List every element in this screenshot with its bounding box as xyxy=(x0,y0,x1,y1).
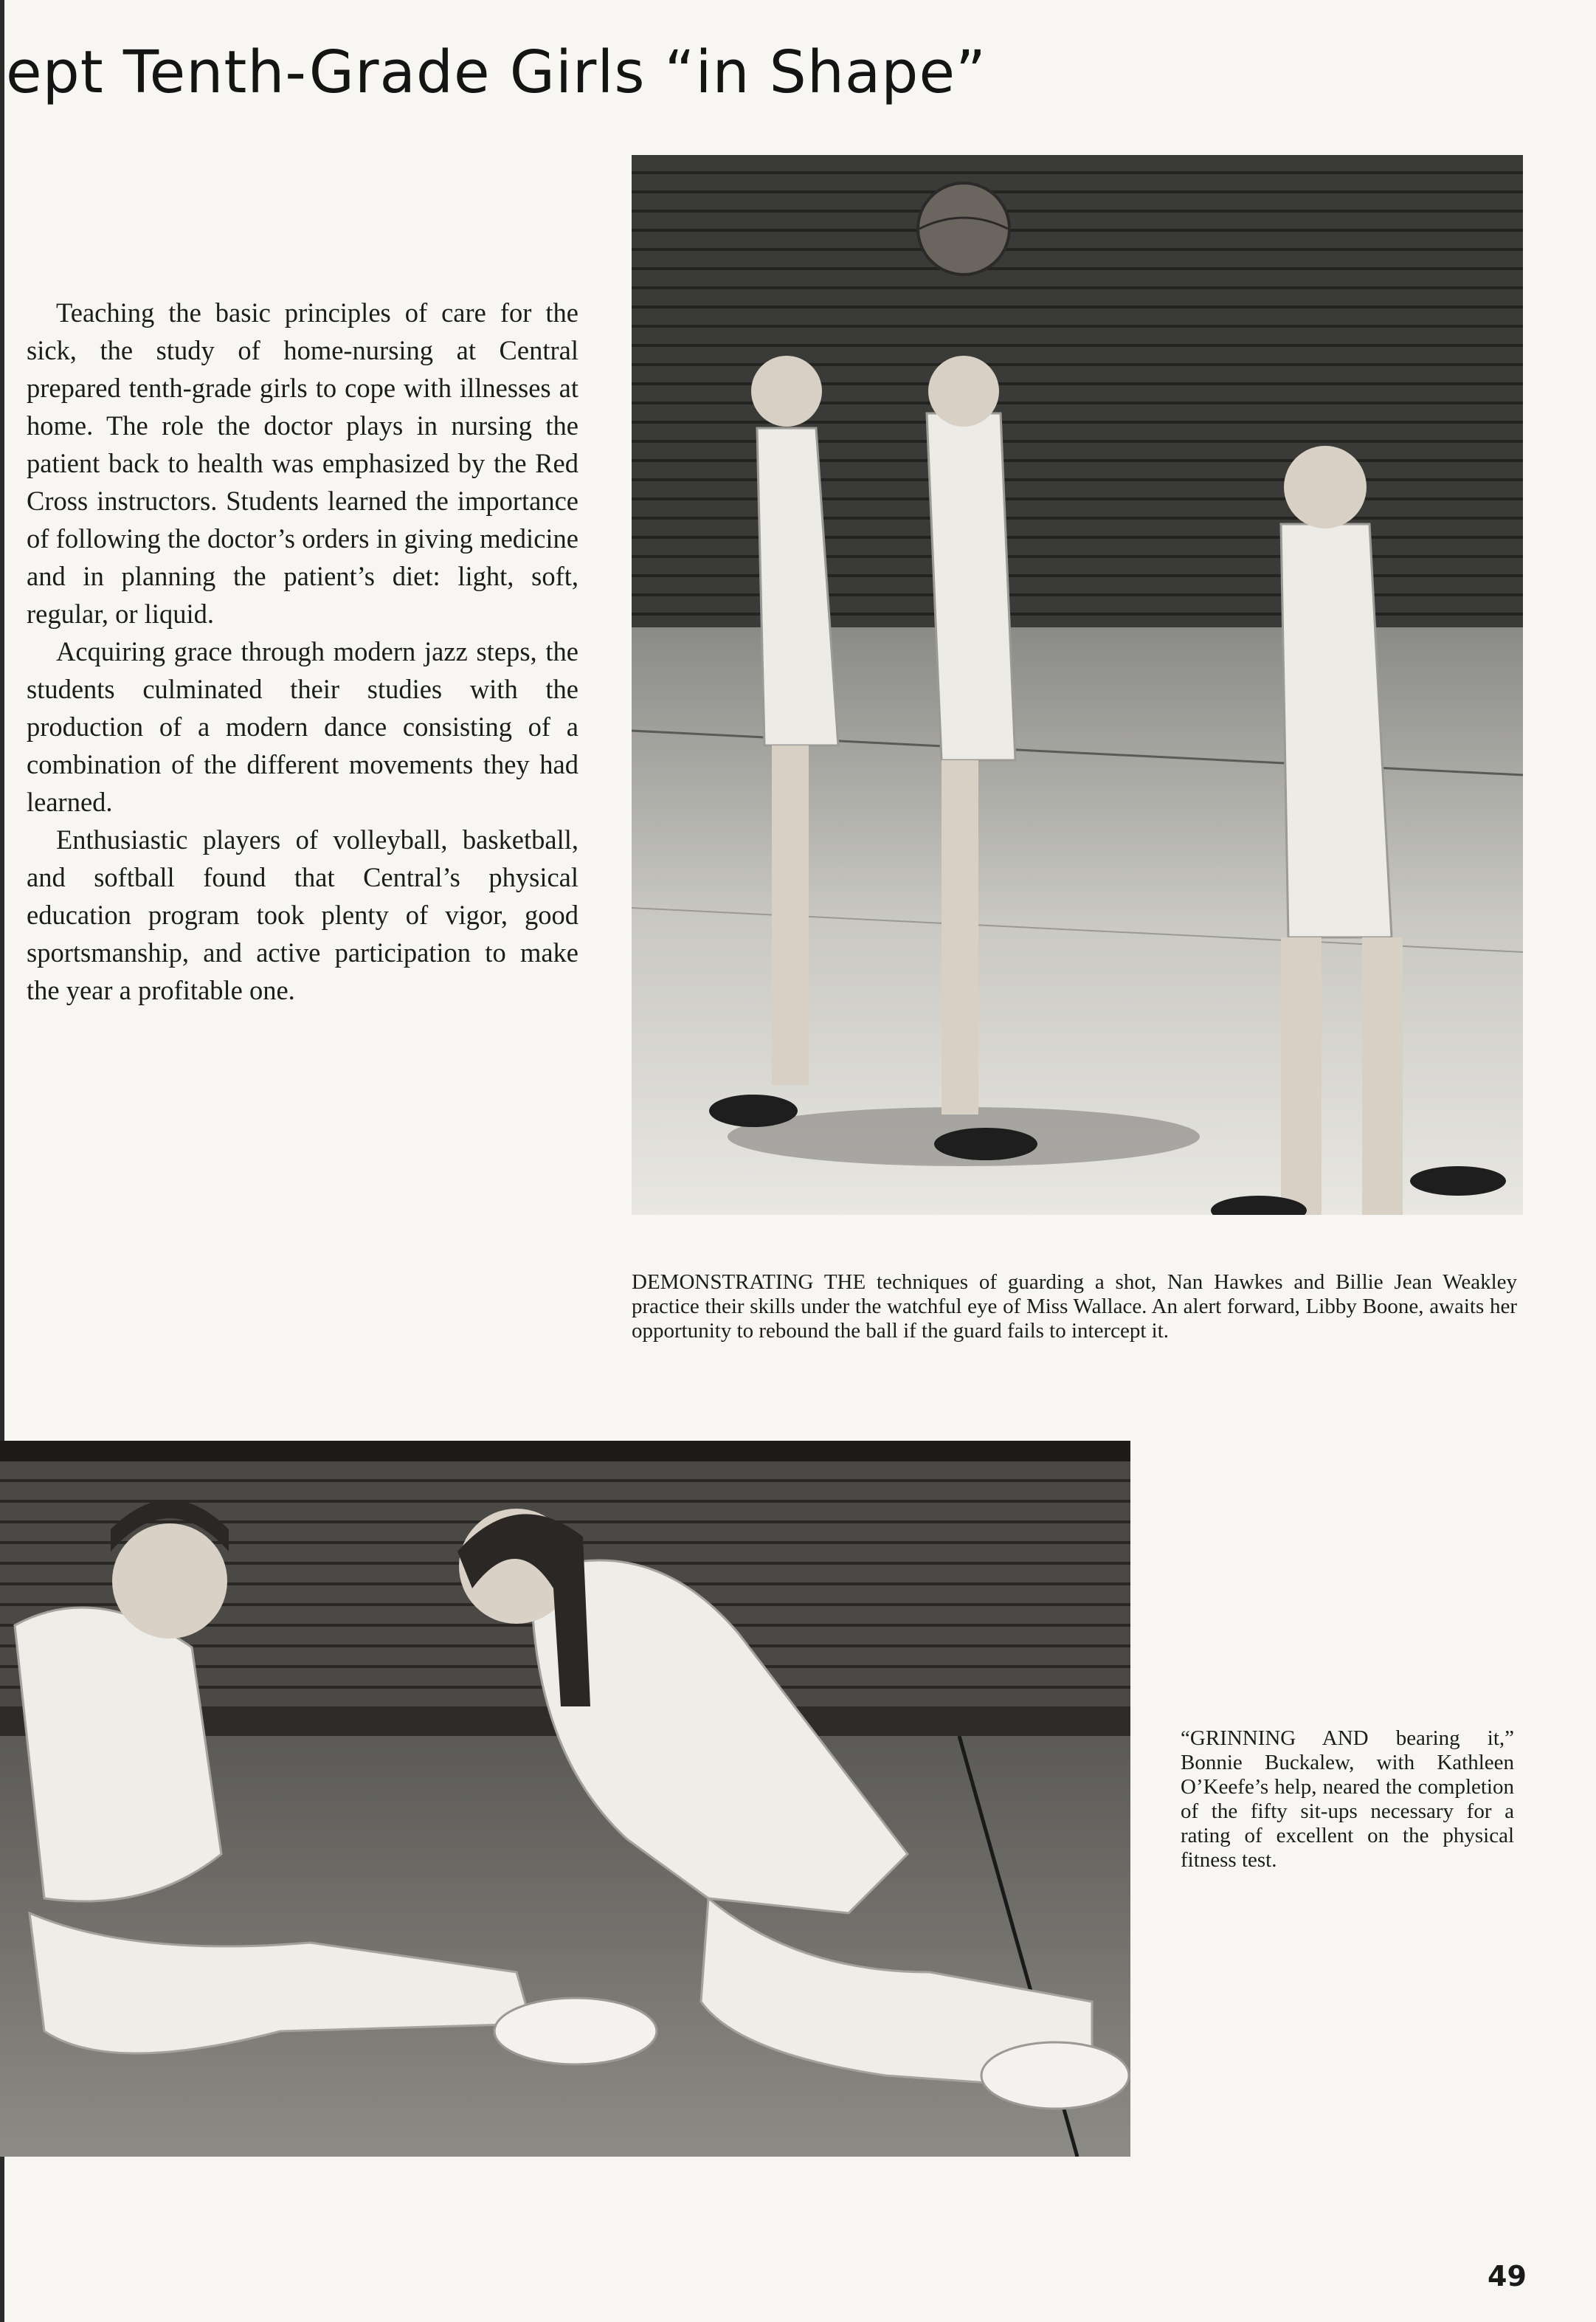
body-paragraph-2: Acquiring grace through modern jazz steps, the students culminated their studies with the production of a modern dance consisting of a combination of the different movements they had learned. xyxy=(27,636,578,817)
situps-photo-illustration xyxy=(0,1441,1130,2157)
article-body xyxy=(27,294,578,1009)
body-paragraph-3: Enthusiastic players of volleyball, basketball, and softball found that Central’s physical education program took plenty of vigor, good sportsmanship, and active participation to make the year a profitable one. xyxy=(27,824,578,1005)
basketball-photo-caption: DEMONSTRATING THE techniques of guarding a shot, Nan Hawkes and Billie Jean Weakley practice their skills under the watchful eye of Miss Wallace. An alert forward, Libby Boone, awaits her opportunity to rebound the ball if the guard fails to intercept it. xyxy=(632,1270,1517,1343)
body-paragraph-1: Teaching the basic principles of care for the sick, the study of home-nursing at Central prepared tenth-grade girls to cope with illnesses at home. The role the doctor plays in nursing the patient back to health was emphasized by the Red Cross instructors. Students learned the importance of following the doctor’s orders in giving medicine and in planning the patient’s diet: light, soft, regular, or liquid. xyxy=(27,297,578,629)
situps-photo-caption: “GRINNING AND bearing it,” Bonnie Buckalew, with Kathleen O’Keefe’s help, neared the completion of the fifty sit-ups necessary for a rating of excellent on the physical fitness test. xyxy=(1181,1726,1514,1872)
page-number: 49 xyxy=(1488,2260,1527,2292)
basketball-photo xyxy=(632,155,1523,1215)
page-headline: ept Tenth-Grade Girls “in Shape” xyxy=(6,38,987,106)
basketball-photo-illustration xyxy=(632,155,1523,1215)
situps-photo xyxy=(0,1441,1130,2157)
